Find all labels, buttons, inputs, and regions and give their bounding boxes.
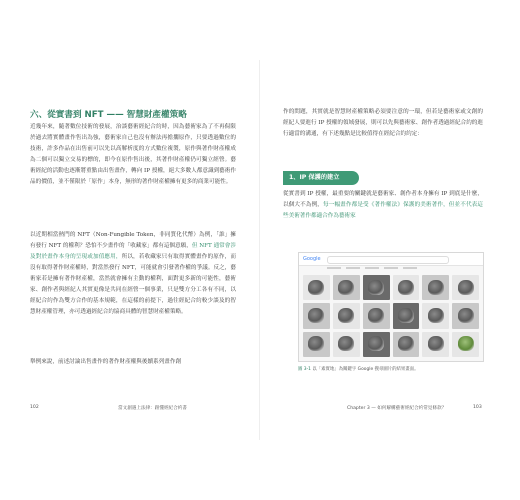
image-result-thumbnail xyxy=(452,275,479,300)
subheading-ip-protection: 1、IP 保護的建立 xyxy=(283,171,359,185)
left-paragraph-1: 近幾年來，隨著數位技術的發展，治談藝術經紀合約時，因為藝術家為了不再侷限於過去將實體畫作售出為強，藝術家自己也沒有辦法再擔擱原作，只要透過數位的技術，許多作品在出售前可以先以高解析度的方式數位複製，原作與著作財產權成為二個可以獨立交易的標的，即今在原作售出後，其著作財產權仍可獨立經營。藝術經紀的活動也逐漸將重點由出售畫作，轉向 IP 授權，絕大多數人都意識到藝術作品的價值，並不僅限於「原作」本身，無形的著作財產權擁有更多的商業可能性。 xyxy=(30,124,236,185)
image-result-thumbnail xyxy=(393,275,420,300)
image-result-thumbnail xyxy=(422,332,449,357)
right-running-footer: Chapter 3 — 如何解構藝術經紀合約常見條款？ xyxy=(347,406,447,411)
book-gutter xyxy=(259,60,260,440)
right-paragraph-1: 作的問題，其實就是智慧財產權策略必須要注意的一環，但若是藝術家或文創的經紀人要進行 IP 授權的領域發展，則可以先與藝術家、創作者透過經紀合約的進行適當的溝通，有下述幾點是比較值得在經紀合約約定： xyxy=(283,109,483,137)
search-tab xyxy=(327,267,341,269)
section-title: 六、從實書到 NFT —— 智慧財產權策略 xyxy=(30,110,187,120)
image-results-grid xyxy=(303,275,479,357)
search-header-bar xyxy=(299,253,483,266)
image-result-thumbnail xyxy=(422,303,449,328)
image-result-thumbnail xyxy=(393,303,420,328)
left-page-number: 102 xyxy=(30,405,39,410)
right-page xyxy=(262,0,520,500)
image-result-thumbnail xyxy=(303,275,330,300)
image-result-thumbnail xyxy=(303,332,330,357)
image-result-thumbnail xyxy=(333,332,360,357)
left-paragraph-2-highlight: 但 NFT 通常會涉及對於畫作本身的呈現或加值應用， xyxy=(30,243,236,260)
right-page-number: 103 xyxy=(473,405,482,410)
image-result-thumbnail xyxy=(363,303,390,328)
figure-number: 圖 3-1 xyxy=(298,367,311,372)
image-result-thumbnail xyxy=(363,275,390,300)
image-result-thumbnail xyxy=(333,303,360,328)
figure-caption-text: 以「素實地」為關鍵字 Google 搜尋圖片的結果畫面。 xyxy=(312,367,419,372)
left-paragraph-2 xyxy=(30,230,236,318)
image-result-thumbnail xyxy=(303,303,330,328)
search-tab xyxy=(365,267,379,269)
search-box xyxy=(327,256,449,264)
image-result-thumbnail xyxy=(422,275,449,300)
search-tabs xyxy=(327,267,477,271)
google-logo: Google xyxy=(303,256,321,262)
search-tab xyxy=(346,267,360,269)
left-paragraph-2-end: 所以，若收藏家只有取得實體畫作的原作，而沒有取得著作財產權時，對當然發行 NFT，可能就會引發著作權的爭議。反之，藝術家若是擁有著作財產權，當然就會擁有主動的權利，面對更多新的可能性，藝術家、創作者與經紀人其實更像是共同在經營一個事業，只是雙方分工各有不同，以經紀合約作為雙方合作的基本規範，在這樣的前提下，過往經紀合約較少談及的智慧財產權管理，亦可透過經紀合約協商具體的智慧財產權策略。 xyxy=(30,254,236,315)
left-paragraph-2-start: 以近期相當熱門的 NFT（Non-Fungible Token，非同質化代幣）為例，「誰」擁有發行 NFT 的權利？恐怕不少畫作的「收藏家」都有這個意願， xyxy=(30,232,236,249)
image-result-thumbnail xyxy=(393,332,420,357)
left-running-footer: 當文創遇上法律：跟懂經紀合約書 xyxy=(118,406,187,411)
left-paragraph-3: 舉例來說，前述討論出售畫作的著作財產權與後續系列畫作創 xyxy=(30,359,182,365)
image-result-thumbnail xyxy=(452,303,479,328)
left-page xyxy=(0,0,258,500)
image-result-thumbnail xyxy=(452,332,479,357)
image-result-thumbnail xyxy=(363,332,390,357)
right-paragraph-2-highlight: 每一幅畫作都是受《著作權法》保護的美術著作，但並不代表這些美術著作都適合作為藝術家 xyxy=(283,202,483,219)
image-result-thumbnail xyxy=(333,275,360,300)
search-tab xyxy=(384,267,398,269)
right-paragraph-2-start: 從實書到 IP 授權，最重要的關鍵就是藝術家、創作者本身擁有 IP 到底是什麼，以個大不為例， xyxy=(283,191,483,208)
search-tab xyxy=(403,267,417,269)
search-results-screenshot xyxy=(298,252,484,362)
figure-caption xyxy=(298,366,488,372)
right-paragraph-2 xyxy=(283,189,483,222)
